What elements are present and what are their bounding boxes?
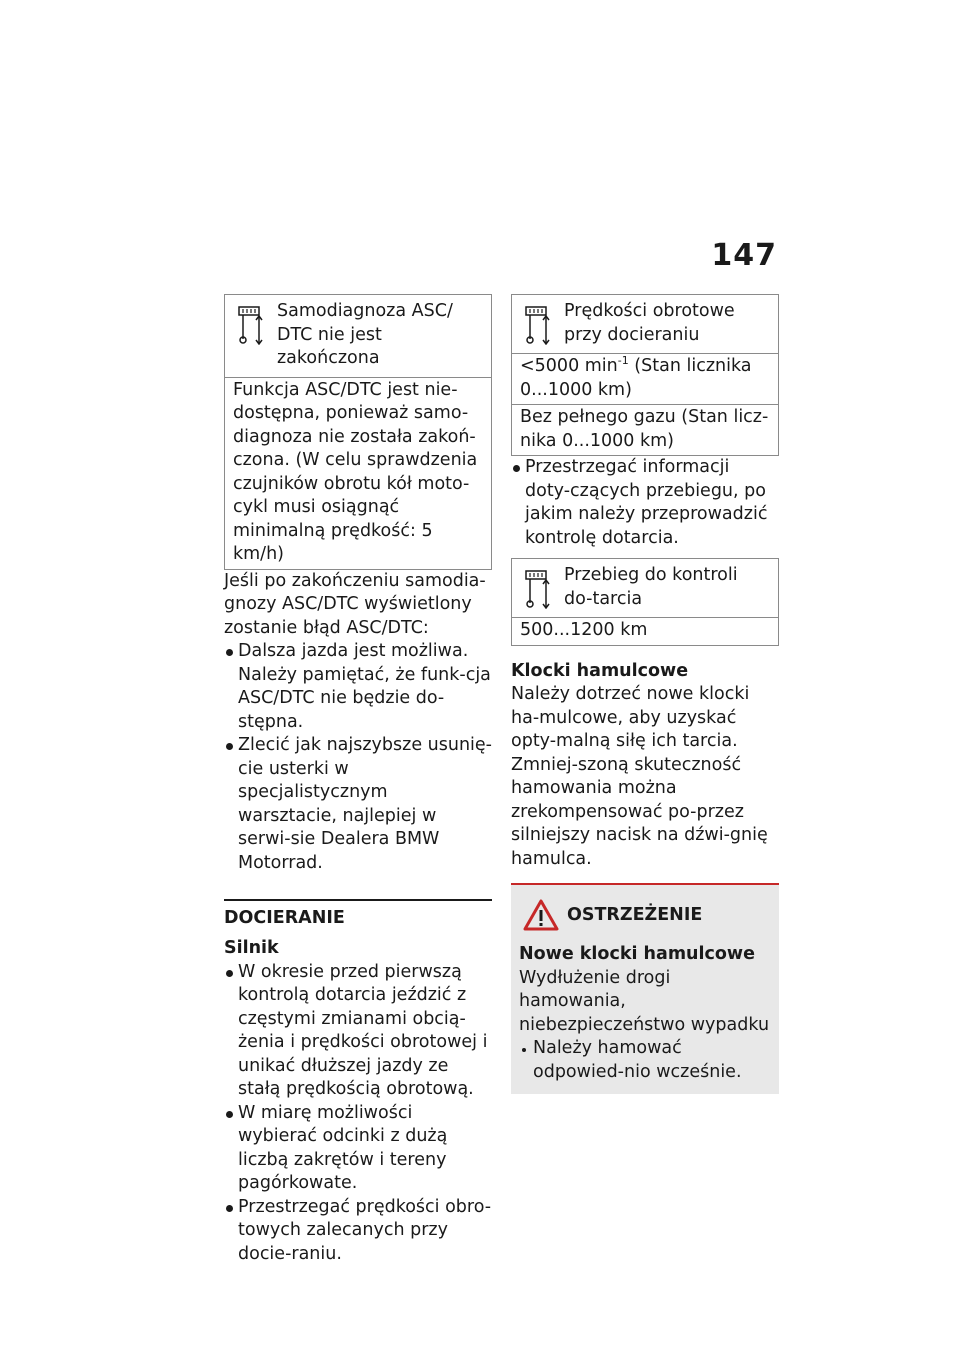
brakes-paragraph: Należy dotrzeć nowe klocki ha-mulcowe, aby uzyskać opty-malną siłę ich tarcia. Zmniej-szoną skuteczność hamowania można zrekompensować po-przez silniejszy nacisk na dźwi-gnię hamulca.: [511, 684, 768, 869]
rpm-value: <5000 min: [520, 356, 618, 376]
asc-dtc-bullets: [224, 640, 492, 875]
check-value: 500...1200 km: [520, 620, 648, 640]
rpm-odometer-note: (Stan licznika 0...1000 km): [520, 356, 752, 400]
section-divider: [224, 899, 492, 901]
gauge-icon: [524, 569, 554, 609]
warning-text: Wydłużenie drogi hamowania, niebezpieczeństwo wypadku: [519, 967, 770, 1035]
gauge-icon: [237, 305, 267, 345]
brakes-title: Klocki hamulcowe: [511, 660, 689, 681]
rpm-info-box: [511, 294, 779, 456]
intro-paragraph: Jeśli po zakończeniu samodia-gnozy ASC/DTC wyświetlony zostanie błąd ASC/DTC:: [224, 570, 486, 638]
page-number: 147: [711, 238, 777, 273]
warning-header: [519, 899, 771, 931]
list-item: Należy hamować odpowied-nio wcześnie.: [519, 1037, 771, 1084]
rpm-unit-exponent: -1: [617, 354, 629, 368]
section-title: DOCIERANIE: [224, 908, 345, 928]
rpm-row-1: [512, 354, 778, 405]
engine-bullets: [224, 961, 492, 1267]
run-in-bullets: [511, 456, 779, 550]
info-box-header: [512, 559, 778, 618]
warning-box: [511, 883, 779, 1094]
list-item: W miarę możliwości wybierać odcinki z dużą liczbą zakrętów i tereny pagórkowate.: [224, 1102, 492, 1196]
info-box-header: [225, 295, 491, 378]
subsection-title: Silnik: [224, 938, 279, 958]
check-info-box: [511, 558, 779, 646]
info-box-header: [512, 295, 778, 354]
left-column: [224, 294, 492, 1266]
list-item: Dalsza jazda jest możliwa. Należy pamiętać, że funk-cja ASC/DTC nie będzie do-stępna.: [224, 640, 492, 734]
warning-label: OSTRZEŻENIE: [567, 905, 703, 925]
list-item: Przestrzegać prędkości obro-towych zalecanych przy docie-raniu.: [224, 1196, 492, 1267]
info-box-title: Przebieg do kontroli do-tarcia: [564, 565, 738, 609]
info-box-body: Funkcja ASC/DTC jest nie-dostępna, ponieważ samo-diagnoza nie została zakoń-czona. (W celu sprawdzenia czujników obrotu kół moto-cykl musi osiągnąć minimalną prędkość: 5 km/h): [233, 379, 478, 564]
list-item: Przestrzegać informacji doty-czących przebiegu, po jakim należy przeprowadzić kontrolę dotarcia.: [511, 456, 779, 550]
asc-dtc-info-box: [224, 294, 492, 570]
warning-title: Nowe klocki hamulcowe: [519, 944, 755, 964]
list-item: W okresie przed pierwszą kontrolą dotarcia jeździć z częstymi zmianami obcią-żenia i prędkości obrotowej i unikać dłuższej jazdy ze stałą prędkością obrotową.: [224, 961, 492, 1102]
info-box-title: Samodiagnoza ASC/ DTC nie jest zakończona: [277, 301, 453, 368]
list-item: Zlecić jak najszybsze usunię-cie usterki w specjalistycznym warsztacie, najlepiej w serwi-sie Dealera BMW Motorrad.: [224, 734, 492, 875]
right-column: [511, 294, 779, 1094]
gauge-icon: [524, 305, 554, 345]
warning-triangle-icon: [523, 899, 559, 931]
rpm-row-2: Bez pełnego gazu (Stan licz-nika 0...1000 km): [520, 407, 769, 451]
info-box-title: Prędkości obrotowe przy docieraniu: [564, 301, 735, 345]
warning-bullets: [519, 1037, 771, 1084]
